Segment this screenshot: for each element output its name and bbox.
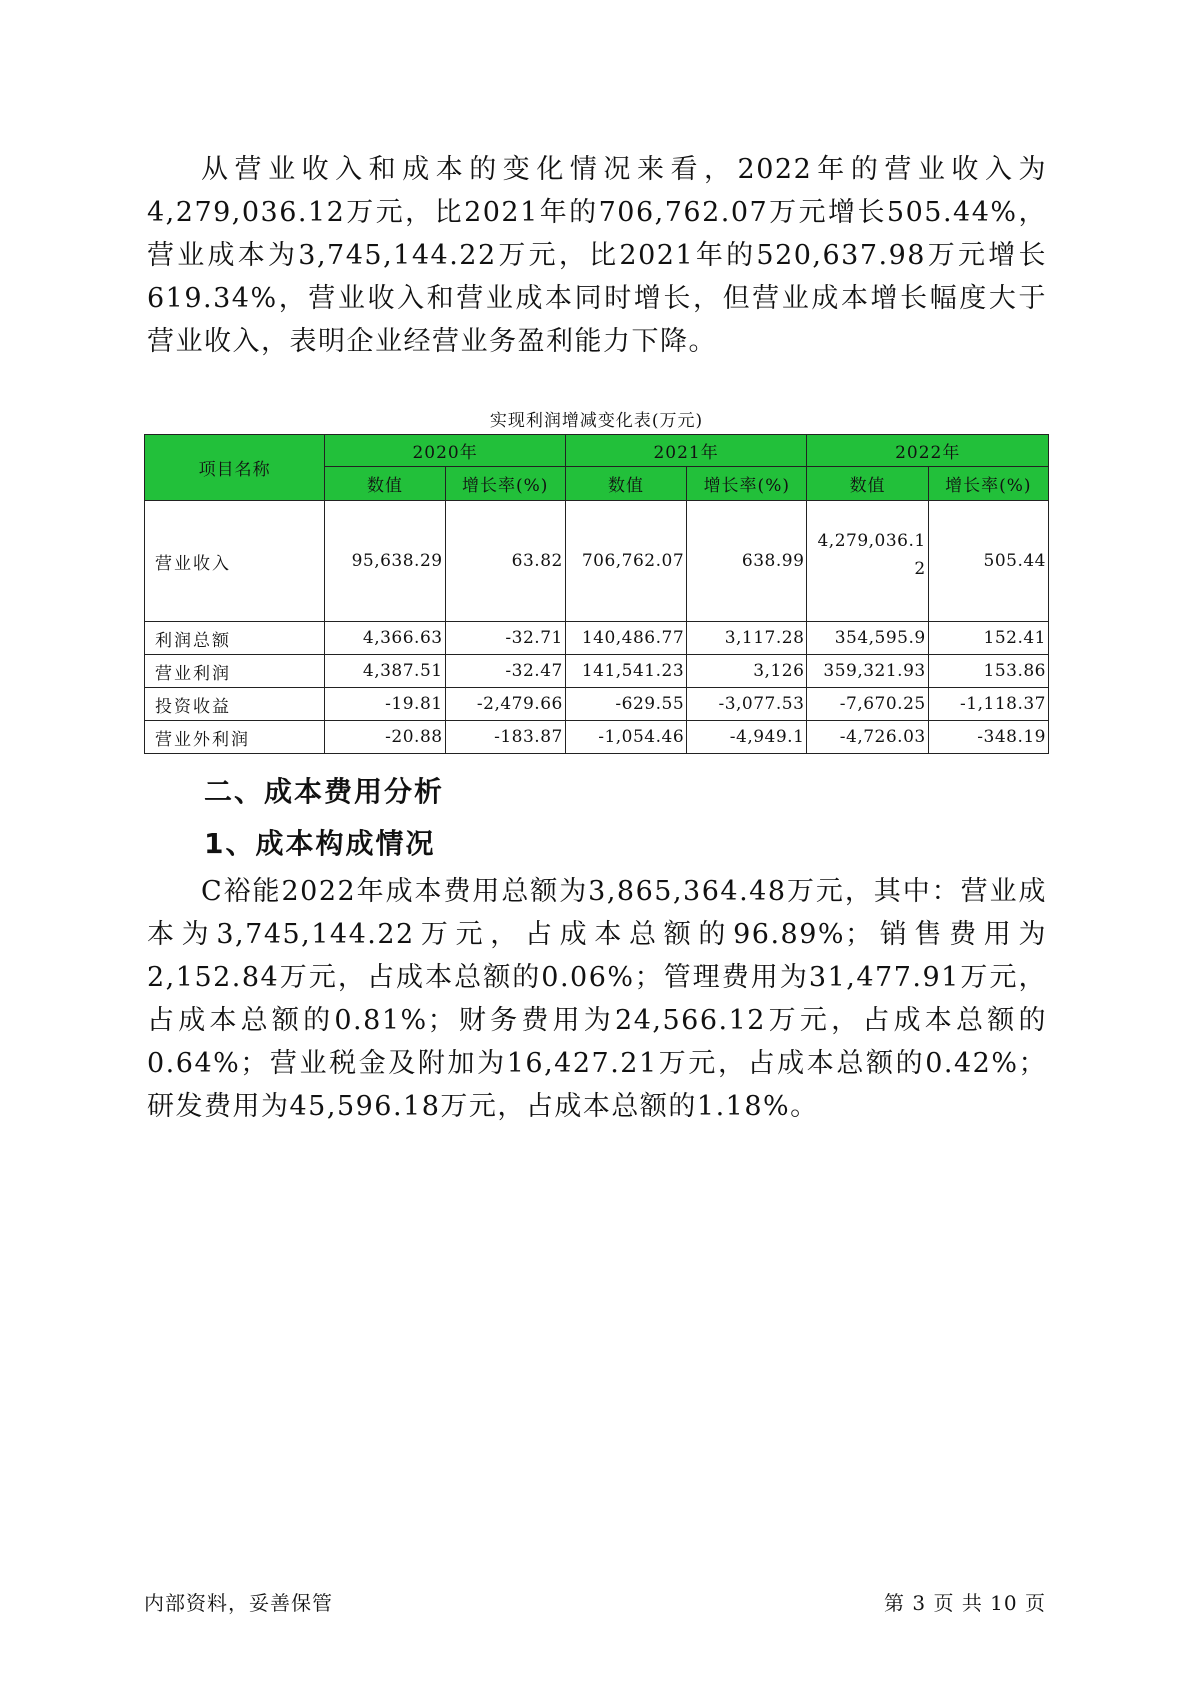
value-header: 数值	[325, 467, 445, 501]
value-header: 数值	[807, 467, 928, 501]
table-cell: 3,126	[687, 655, 807, 688]
table-row-non-operating-profit	[145, 721, 1049, 754]
row-name: 利润总额	[145, 622, 325, 655]
table-cell: -2,479.66	[445, 688, 565, 721]
subsection-heading: 1、成本构成情况	[204, 827, 436, 860]
row-name: 营业收入	[145, 501, 325, 622]
table-cell: 638.99	[687, 501, 807, 622]
table-row-total-profit	[145, 622, 1049, 655]
table-row-investment-income	[145, 688, 1049, 721]
table-cell: 4,279,036.12	[807, 501, 928, 622]
section-heading: 二、成本费用分析	[204, 775, 445, 808]
table-cell: 153.86	[928, 655, 1048, 688]
table-cell: -7,670.25	[807, 688, 928, 721]
table-cell: -348.19	[928, 721, 1048, 754]
row-name: 营业外利润	[145, 721, 325, 754]
table-row-operating-profit	[145, 655, 1049, 688]
footer-confidential-note: 内部资料，妥善保管	[144, 1591, 333, 1615]
cost-composition-paragraph: C裕能2022年成本费用总额为3,865,364.48万元，其中：营业成本为3,745,144.22万元，占成本总额的96.89%；销售费用为2,152.84万元，占成本总额的0.06%；管理费用为31,477.91万元，占成本总额的0.81%；财务费用为24,566.12万元，占成本总额的0.64%；营业税金及附加为16,427.21万元，占成本总额的0.42%；研发费用为45,596.18万元，占成本总额的1.18%。	[147, 876, 1047, 1122]
table-caption: 实现利润增减变化表(万元)	[489, 411, 704, 431]
table-cell: -32.71	[445, 622, 565, 655]
table-cell: 95,638.29	[325, 501, 445, 622]
table-cell: 3,117.28	[687, 622, 807, 655]
table-cell: 4,387.51	[325, 655, 445, 688]
table-cell: -183.87	[445, 721, 565, 754]
table-cell: -629.55	[565, 688, 686, 721]
table-cell: -32.47	[445, 655, 565, 688]
table-cell: -1,054.46	[565, 721, 686, 754]
value-header: 数值	[565, 467, 686, 501]
profit-change-table	[144, 434, 1049, 754]
row-name: 营业利润	[145, 655, 325, 688]
table-cell: -1,118.37	[928, 688, 1048, 721]
growth-header: 增长率(%)	[687, 467, 807, 501]
item-name-header: 项目名称	[145, 435, 325, 501]
table-cell: -20.88	[325, 721, 445, 754]
footer-page-number: 第 3 页 共 10 页	[884, 1591, 1046, 1615]
growth-header: 增长率(%)	[445, 467, 565, 501]
year-header-2021: 2021年	[565, 435, 807, 467]
table-cell: 706,762.07	[565, 501, 686, 622]
table-cell: -3,077.53	[687, 688, 807, 721]
table-cell: 140,486.77	[565, 622, 686, 655]
table-row-operating-revenue	[145, 501, 1049, 622]
table-cell: 4,366.63	[325, 622, 445, 655]
table-cell: 354,595.9	[807, 622, 928, 655]
year-header-2020: 2020年	[325, 435, 565, 467]
intro-paragraph: 从营业收入和成本的变化情况来看，2022年的营业收入为4,279,036.12万元，比2021年的706,762.07万元增长505.44%，营业成本为3,745,144.22万元，比2021年的520,637.98万元增长619.34%，营业收入和营业成本同时增长，但营业成本增长幅度大于营业收入，表明企业经营业务盈利能力下降。	[147, 154, 1047, 357]
table-cell: -4,949.1	[687, 721, 807, 754]
table-cell: 359,321.93	[807, 655, 928, 688]
row-name: 投资收益	[145, 688, 325, 721]
table-cell: 141,541.23	[565, 655, 686, 688]
year-header-2022: 2022年	[807, 435, 1049, 467]
table-cell: -19.81	[325, 688, 445, 721]
growth-header: 增长率(%)	[928, 467, 1048, 501]
table-cell: 152.41	[928, 622, 1048, 655]
table-cell: 63.82	[445, 501, 565, 622]
table-cell: -4,726.03	[807, 721, 928, 754]
table-cell: 505.44	[928, 501, 1048, 622]
